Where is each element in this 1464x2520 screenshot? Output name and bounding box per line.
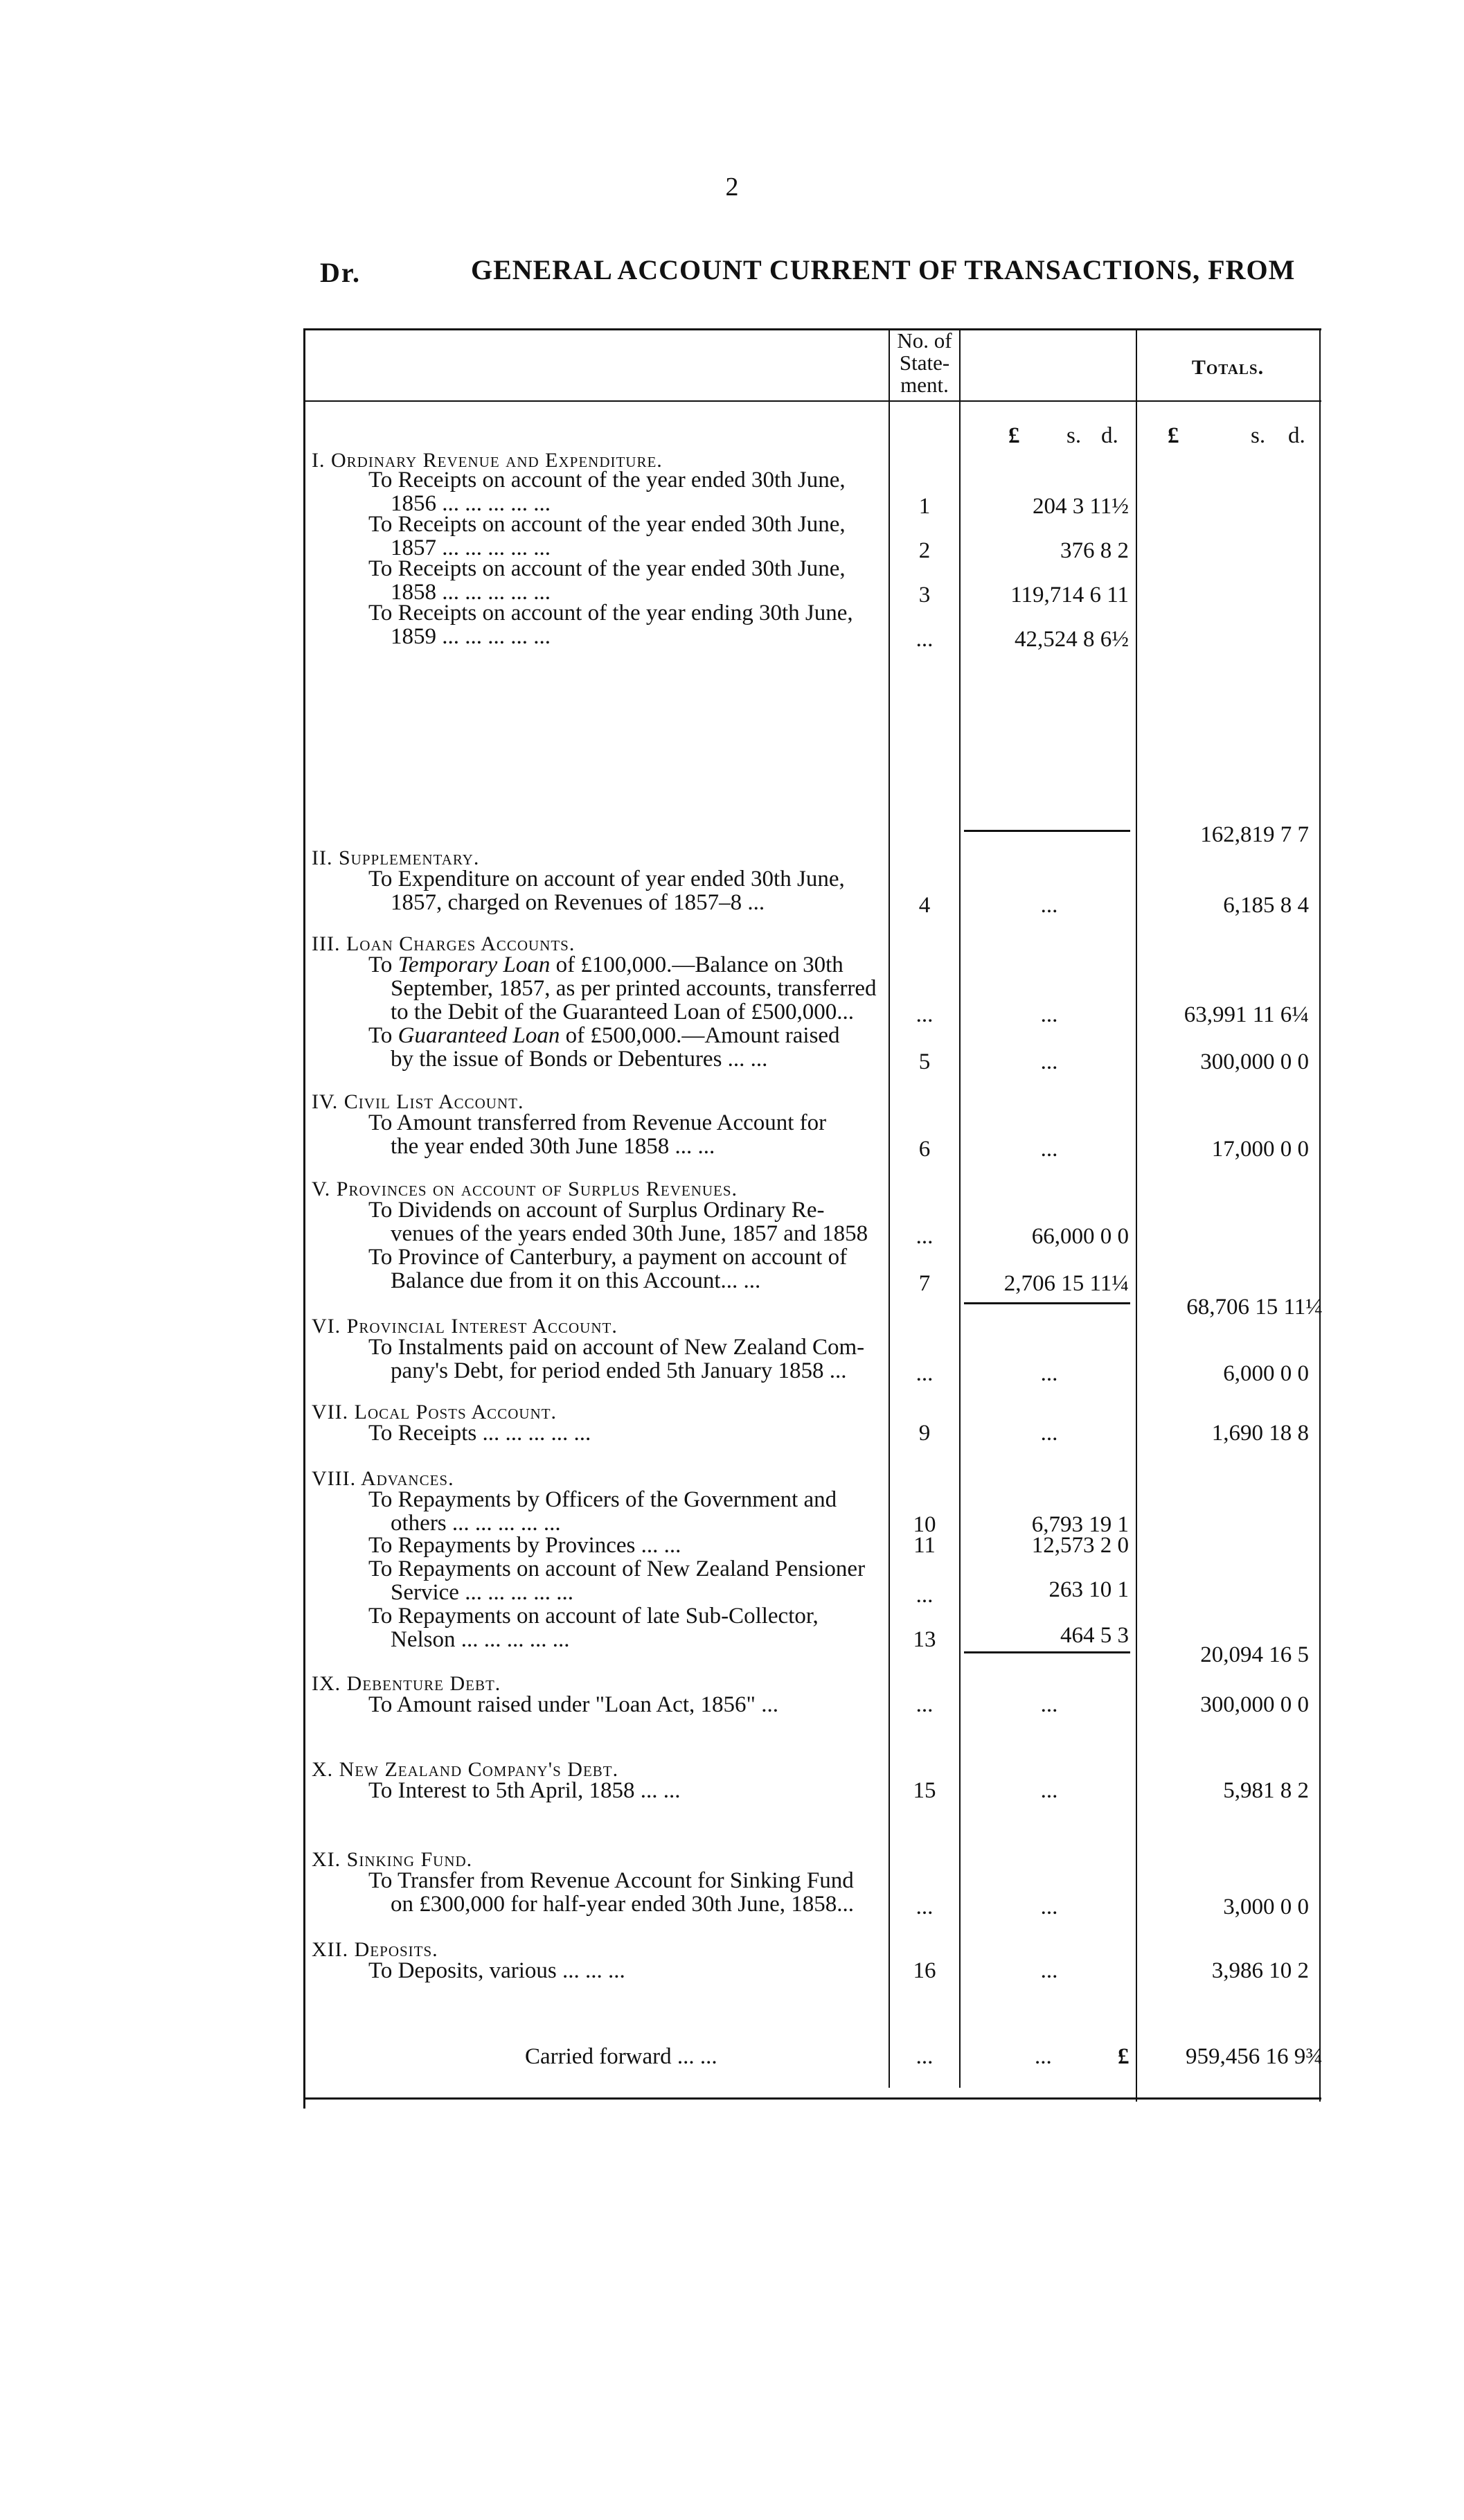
statement-header-2: State- <box>899 351 950 375</box>
section-3-line-1b: September, 1857, as per printed accounts, transferred <box>391 976 877 1001</box>
section-5-line-1b: venues of the years ended 30th June, 1857 and 1858 <box>391 1221 868 1246</box>
table-left-border <box>303 328 305 2109</box>
section-3-line-1c: to the Debit of the Guaranteed Loan of £500,000... <box>391 1000 854 1024</box>
column-divider-statement-right <box>959 328 961 2088</box>
section-8-line-3b: Service ... ... ... ... ... <box>391 1580 573 1605</box>
section-8-amount-2: 12,573 2 0 <box>1031 1533 1129 1558</box>
section-4-statement-1: 6 <box>918 1137 931 1162</box>
section-1-statement-4: ... <box>916 627 934 652</box>
page-number: 2 <box>725 172 739 202</box>
section-3-title: III. Loan Charges Accounts. <box>312 932 575 955</box>
section-10-title: X. New Zealand Company's Debt. <box>312 1758 619 1781</box>
section-1-total: 162,819 7 7 <box>1200 822 1309 847</box>
section-8-amount-4: 464 5 3 <box>1060 1623 1129 1648</box>
section-1-amount-1: 204 3 11½ <box>1032 494 1129 519</box>
subtotal-rule-1 <box>964 830 1130 832</box>
section-6-amount-1: ... <box>1040 1361 1058 1386</box>
section-5-amount-1: 66,000 0 0 <box>1031 1224 1129 1249</box>
statement-header-1: No. of <box>897 328 952 353</box>
section-6-title: VI. Provincial Interest Account. <box>312 1315 618 1338</box>
section-3-line-2a: To Guaranteed Loan of £500,000.—Amount raised <box>368 1023 840 1048</box>
totals-d-header: d. <box>1288 423 1305 448</box>
section-8-statement-1: 10 <box>913 1512 936 1537</box>
section-5-total: 68,706 15 11¼ <box>1186 1295 1323 1320</box>
section-8-statement-3: ... <box>916 1583 934 1608</box>
section-1-amount-3: 119,714 6 11 <box>1010 583 1129 607</box>
section-8-statement-4: 13 <box>913 1627 936 1652</box>
section-3-amount-2: ... <box>1040 1049 1058 1074</box>
section-6-line-1a: To Instalments paid on account of New Zealand Com- <box>368 1335 865 1360</box>
section-4-total: 17,000 0 0 <box>1211 1137 1309 1162</box>
section-7-statement-1: 9 <box>918 1421 931 1446</box>
section-2-amount-1: ... <box>1040 893 1058 918</box>
section-2-total: 6,185 8 4 <box>1223 893 1309 918</box>
section-8-line-3a: To Repayments on account of New Zealand Pensioner <box>368 1556 866 1581</box>
section-8-line-4b: Nelson ... ... ... ... ... <box>391 1627 570 1652</box>
amount-s-header: s. <box>1066 423 1082 448</box>
section-5-amount-2: 2,706 15 11¼ <box>1003 1271 1129 1296</box>
section-1-line-4b: 1859 ... ... ... ... ... <box>391 624 551 649</box>
section-5-line-2a: To Province of Canterbury, a payment on account of <box>368 1245 848 1270</box>
section-1-line-2a: To Receipts on account of the year ended 30th June, <box>368 512 846 537</box>
section-2-line-1a: To Expenditure on account of year ended 30th June, <box>368 867 845 891</box>
section-8-line-1a: To Repayments by Officers of the Government and <box>368 1487 837 1512</box>
section-1-statement-2: 2 <box>918 538 931 563</box>
section-8-line-1b: others ... ... ... ... ... <box>391 1511 561 1536</box>
carried-forward-pound: £ <box>1118 2044 1130 2069</box>
section-4-line-1b: the year ended 30th June 1858 ... ... <box>391 1134 715 1159</box>
section-7-amount-1: ... <box>1040 1421 1058 1446</box>
page-title: GENERAL ACCOUNT CURRENT OF TRANSACTIONS, FROM <box>471 254 1296 285</box>
section-2-title: II. Supplementary. <box>312 846 480 869</box>
section-9-amount-1: ... <box>1040 1692 1058 1717</box>
section-3-total-2: 300,000 0 0 <box>1200 1049 1309 1074</box>
section-3-line-1a: To Temporary Loan of £100,000.—Balance on 30th <box>368 952 843 977</box>
section-1-amount-4: 42,524 8 6½ <box>1015 627 1129 652</box>
section-9-line-1a: To Amount raised under "Loan Act, 1856" ... <box>368 1692 778 1717</box>
section-1-amount-2: 376 8 2 <box>1060 538 1129 563</box>
statement-header-3: ment. <box>900 373 949 397</box>
section-3-statement-1: ... <box>916 1002 934 1027</box>
section-8-line-2a: To Repayments by Provinces ... ... <box>368 1533 681 1558</box>
section-11-statement-1: ... <box>916 1895 934 1919</box>
section-10-amount-1: ... <box>1040 1778 1058 1803</box>
section-3-total-1: 63,991 11 6¼ <box>1184 1002 1309 1027</box>
section-1-line-1a: To Receipts on account of the year ended 30th June, <box>368 468 846 493</box>
carried-forward-total: 959,456 16 9¾ <box>1186 2044 1323 2069</box>
section-7-title: VII. Local Posts Account. <box>312 1401 557 1423</box>
section-11-title: XI. Sinking Fund. <box>312 1848 473 1871</box>
section-5-line-2b: Balance due from it on this Account... ... <box>391 1268 761 1293</box>
section-5-statement-2: 7 <box>918 1271 931 1296</box>
section-11-amount-1: ... <box>1040 1895 1058 1919</box>
section-10-total: 5,981 8 2 <box>1223 1778 1309 1803</box>
section-1-statement-3: 3 <box>918 583 931 607</box>
section-5-line-1a: To Dividends on account of Surplus Ordinary Re- <box>368 1198 825 1223</box>
table-top-rule <box>303 328 1321 330</box>
section-10-line-1a: To Interest to 5th April, 1858 ... ... <box>368 1778 681 1803</box>
totals-header: Totals. <box>1191 356 1265 379</box>
section-1-line-1b: 1856 ... ... ... ... ... <box>391 491 551 516</box>
section-1-statement-1: 1 <box>918 494 931 519</box>
section-11-line-1b: on £300,000 for half-year ended 30th June, 1858... <box>391 1892 855 1917</box>
subtotal-rule-3 <box>964 1651 1130 1653</box>
section-3-statement-2: 5 <box>918 1049 931 1074</box>
column-divider-statement-left <box>889 328 890 2088</box>
section-8-line-4a: To Repayments on account of late Sub-Collector, <box>368 1604 819 1629</box>
section-8-statement-2: 11 <box>913 1533 936 1558</box>
section-12-statement-1: 16 <box>913 1958 936 1983</box>
carried-forward-amount: ... <box>1035 2044 1052 2069</box>
section-1-line-3b: 1858 ... ... ... ... ... <box>391 580 551 605</box>
section-7-total: 1,690 18 8 <box>1211 1421 1309 1446</box>
section-9-title: IX. Debenture Debt. <box>312 1672 501 1695</box>
section-11-total: 3,000 0 0 <box>1223 1895 1309 1919</box>
header-bottom-rule <box>303 400 1321 402</box>
section-12-line-1a: To Deposits, various ... ... ... <box>368 1958 625 1983</box>
table-bottom-rule <box>303 2097 1321 2100</box>
section-12-title: XII. Deposits. <box>312 1938 438 1961</box>
section-1-line-4a: To Receipts on account of the year ending 30th June, <box>368 601 853 625</box>
subtotal-rule-2 <box>964 1302 1130 1304</box>
section-9-statement-1: ... <box>916 1692 934 1717</box>
section-5-title: V. Provinces on account of Surplus Revenues. <box>312 1178 738 1200</box>
section-1-line-2b: 1857 ... ... ... ... ... <box>391 535 551 560</box>
section-6-statement-1: ... <box>916 1361 934 1386</box>
carried-forward-statement: ... <box>916 2044 934 2069</box>
table-right-border <box>1319 328 1321 2102</box>
amount-pound-header: £ <box>1008 423 1020 448</box>
section-2-statement-1: 4 <box>918 893 931 918</box>
section-8-title: VIII. Advances. <box>312 1467 454 1490</box>
section-11-line-1a: To Transfer from Revenue Account for Sinking Fund <box>368 1868 854 1893</box>
section-9-total: 300,000 0 0 <box>1200 1692 1309 1717</box>
section-1-title: I. Ordinary Revenue and Expenditure. <box>312 449 663 472</box>
debit-label: Dr. <box>320 257 361 288</box>
section-3-amount-1: ... <box>1040 1002 1058 1027</box>
section-12-total: 3,986 10 2 <box>1211 1958 1309 1983</box>
section-8-total: 20,094 16 5 <box>1200 1642 1309 1667</box>
section-5-statement-1: ... <box>916 1224 934 1249</box>
totals-pound-header: £ <box>1168 423 1179 448</box>
section-7-line-1a: To Receipts ... ... ... ... ... <box>368 1421 591 1446</box>
section-8-amount-1: 6,793 19 1 <box>1031 1512 1129 1537</box>
section-6-line-1b: pany's Debt, for period ended 5th January 1858 ... <box>391 1358 847 1383</box>
carried-forward-label: Carried forward ... ... <box>525 2044 717 2069</box>
section-4-title: IV. Civil List Account. <box>312 1090 524 1113</box>
section-12-amount-1: ... <box>1040 1958 1058 1983</box>
section-4-line-1a: To Amount transferred from Revenue Account for <box>368 1110 827 1135</box>
section-10-statement-1: 15 <box>913 1778 936 1803</box>
section-4-amount-1: ... <box>1040 1137 1058 1162</box>
amount-d-header: d. <box>1101 423 1118 448</box>
section-3-line-2b: by the issue of Bonds or Debentures ... ... <box>391 1047 768 1072</box>
section-2-line-1b: 1857, charged on Revenues of 1857–8 ... <box>391 890 765 915</box>
section-1-line-3a: To Receipts on account of the year ended 30th June, <box>368 556 846 581</box>
totals-s-header: s. <box>1251 423 1266 448</box>
section-6-total: 6,000 0 0 <box>1223 1361 1309 1386</box>
section-8-amount-3: 263 10 1 <box>1048 1577 1129 1602</box>
column-divider-totals <box>1136 328 1137 2102</box>
